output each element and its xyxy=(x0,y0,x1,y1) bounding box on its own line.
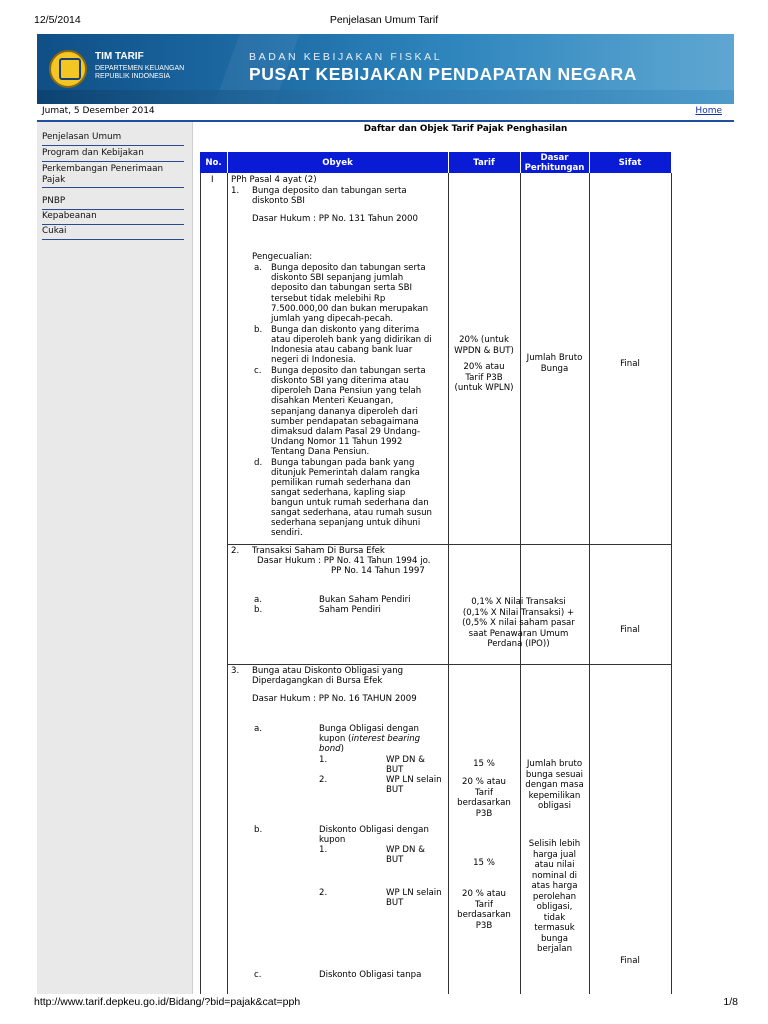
sidebar-item-pnbp[interactable]: PNBP xyxy=(42,196,184,210)
sidebar-item-program-kebijakan[interactable]: Program dan Kebijakan xyxy=(42,148,184,162)
section-number: I xyxy=(211,175,214,185)
sidebar-item-penjelasan-umum[interactable]: Penjelasan Umum xyxy=(42,132,184,146)
header-obyek: Obyek xyxy=(227,152,449,173)
banner-department: DEPARTEMEN KEUANGAN REPUBLIK INDONESIA xyxy=(95,65,185,80)
print-date: 12/5/2014 xyxy=(34,14,81,26)
print-title: Penjelasan Umum Tarif xyxy=(329,14,439,26)
site-banner xyxy=(37,34,734,104)
date-bar xyxy=(37,104,734,122)
banner-tim-tarif: TIM TARIF xyxy=(95,51,144,62)
header-dasar: Dasar Perhitungan xyxy=(520,152,590,173)
row1-tarif: 20% (untuk WPDN & BUT) 20% atau Tarif P3B (untuk WPLN) xyxy=(454,335,514,393)
header-tarif: Tarif xyxy=(448,152,521,173)
header-sifat: Sifat xyxy=(618,157,642,168)
row2-tarif: 0,1% X Nilai Transaksi (0,1% X Nilai Transaksi) + (0,5% X nilai saham pasar saat Penawaran Umum Perdana (IPO)) xyxy=(462,597,575,649)
row1-law: Dasar Hukum : PP No. 131 Tahun 2000 xyxy=(252,214,418,224)
section-title: PPh Pasal 4 ayat (2) xyxy=(231,175,317,185)
banner-center-title: PUSAT KEBIJAKAN PENDAPATAN NEGARA xyxy=(249,64,637,84)
table-header xyxy=(200,152,671,173)
row1-dasar: Jumlah Bruto Bunga xyxy=(526,353,583,374)
header-no: No. xyxy=(200,152,228,173)
page-url: http://www.tarif.depkeu.go.id/Bidang/?bid=pajak&cat=pph xyxy=(34,996,301,1008)
sidebar xyxy=(37,122,193,994)
page-number: 1/8 xyxy=(723,996,738,1008)
ministry-logo-icon[interactable] xyxy=(49,50,87,88)
home-link[interactable]: Home xyxy=(695,106,722,116)
sidebar-item-cukai[interactable]: Cukai xyxy=(42,226,184,240)
current-date: Jumat, 5 Desember 2014 xyxy=(42,106,155,116)
row1-sifat: Final xyxy=(620,359,640,369)
sidebar-item-kepabeanan[interactable]: Kepabeanan xyxy=(42,211,184,225)
table-title: Daftar dan Objek Tarif Pajak Penghasilan xyxy=(363,124,568,134)
banner-agency: BADAN KEBIJAKAN FISKAL xyxy=(249,51,443,63)
row2-sifat: Final xyxy=(620,625,640,635)
sidebar-item-perkembangan-penerimaan[interactable]: Perkembangan Penerimaan Pajak xyxy=(42,164,184,188)
